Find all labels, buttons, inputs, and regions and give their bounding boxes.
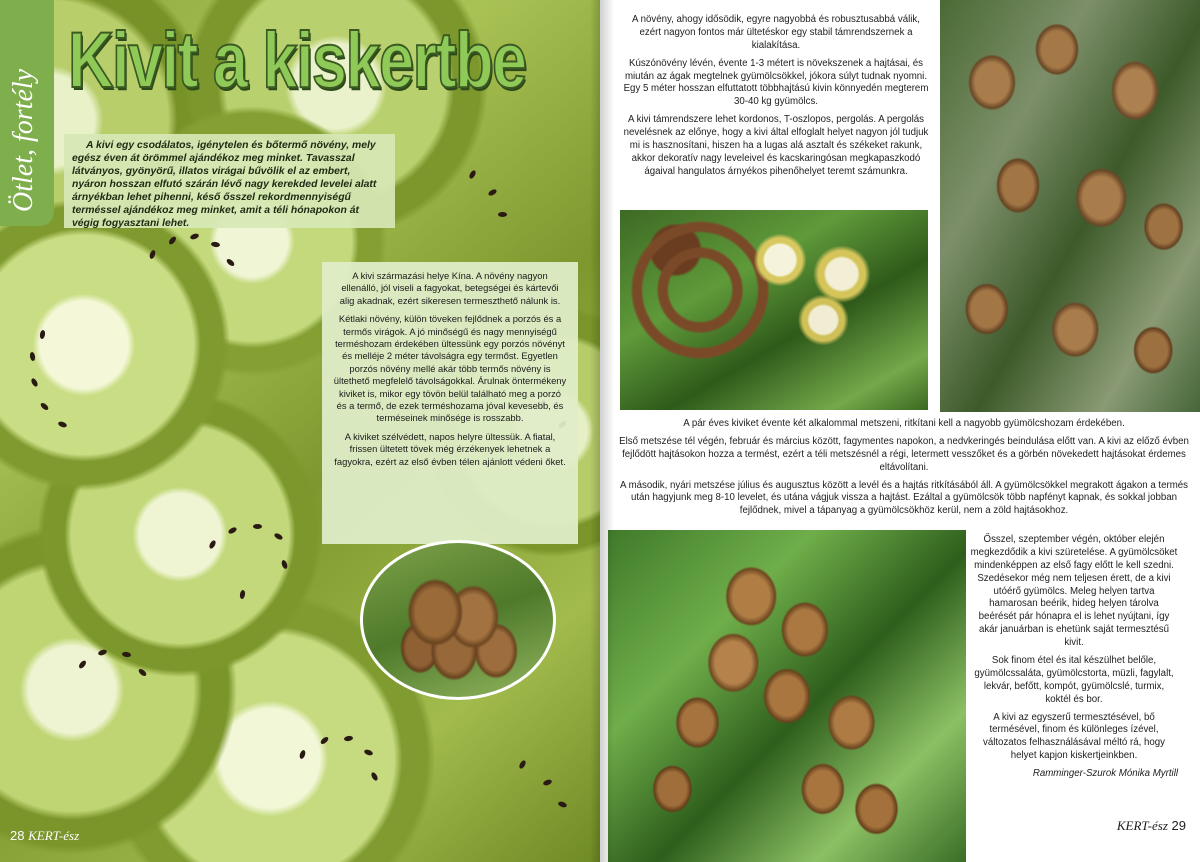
paragraph-uses: Sok finom étel és ital készülhet belőle, gyümölcssaláta, gyümölcstorta, müzli, fagylalt, lekvár, befőtt, kompót, gyümölcslé, turmix, koktél és bor.	[974, 655, 1174, 705]
text-column-bottom	[970, 534, 1178, 786]
kiwi-cluster-photo	[608, 530, 966, 862]
kiwi-vine-photo	[940, 0, 1200, 412]
page-number: 29	[1171, 818, 1186, 833]
paragraph-support: A növény, ahogy idősödik, egyre nagyobbá és robusztusabbá válik, ezért nagyon fontos már ültetéskor egy stabil támrendszernek a kialakítása.	[632, 14, 920, 51]
paragraph-summer-pruning: A második, nyári metszése július és augusztus között a levél és a hajtás ritkításából áll. A gyümölcsökkel megrakott ágakon a termés után hagyjunk meg 8-10 levelet, és utána vágjuk vissza a hajtást. Ezáltal a gyümölcsök több napfényt kapnak, és sokkal jobban fejlődnek, mivel a tápanyag a gyümölcsökhöz kerül, nem a zöld hajtásokhoz.	[619, 479, 1189, 517]
right-page	[600, 0, 1200, 862]
article-title: Kivit a kiskertbe	[68, 15, 526, 104]
paragraph-dioecious: Kétlaki növény, külön töveken fejlődnek a porzós és a termős virágok. A jó minőségű és nagy mennyiségű terméshozam érdekében ültessünk egy porzós növényt és melléje 2 méter távolságra egy termőst. Egyetlen porzós növény mellé akár több termős növény is ültethető megfelelő távolságokkal. Árulnak öntermékeny kiviket is, mikor egy tövön belül található meg a porzó és a termő, de ezek terméshozama jóval kevesebb, és terméseinek minősége is rosszabb.	[333, 313, 567, 424]
kiwi-flowers-photo	[620, 210, 928, 410]
text-column-top	[620, 14, 932, 184]
page-number: 28	[10, 828, 25, 843]
section-tab-label: Ötlet, fortély	[8, 68, 39, 212]
magazine-brand: KERT-ész	[1116, 818, 1168, 833]
paragraph-pruning: A pár éves kiviket évente két alkalommal metszeni, ritkítani kell a nagyobb gyümölcshozam érdekében.	[683, 418, 1125, 429]
paragraph-pergola: A kivi támrendszere lehet kordonos, T-oszlopos, pergolás. A pergolás nevelésnek az előnye, hogy a kivi által elfoglalt helyet nagyon jól tudjuk mi is hasznosítani, hiszen ha a lugas alá asztalt és székeket rakunk, akkor dekoratív nagy leveleivel és kacskaringósan megkapaszkodó ágaival hangulatos árnyékos pihenőhelyet teremt számunkra.	[623, 114, 929, 177]
page-folio-right	[1117, 818, 1186, 834]
paragraph-harvest: Ősszel, szeptember végén, október elején megkezdődik a kivi szüretelése. A gyümölcsöket mindenképpen az első fagy előtt le kell szedni. Szedésekor még nem teljesen érett, de a kivi utóérő gyümölcs. Meleg helyen tartva hamarosan beérik, hideg helyen tárolva beérését pár hónapra el is lehet nyújtani, így akár januárban is ehetünk saját termesztésű kivit.	[970, 534, 1178, 649]
intro-lead: A kivi egy csodálatos, igénytelen és bőtermő növény, mely egész éven át örömmel ajándékoz meg minket. Tavasszal látványos, gyönyörű, illatos virágai bűvölik el az embert, nyáron hosszan elfutó szárán lévő nagy kerekded levelei alatt árnyékban lehet pihenni, késő ősszel rekordmennyiségű terméssel ajándékoz meg minket, amit a téli hónapokon át végig fogyasztani lehet.	[64, 134, 395, 228]
author-signature: Ramminger-Szurok Mónika Myrtill	[1032, 768, 1178, 780]
left-text-box	[322, 262, 578, 544]
paragraph-origin: A kivi származási helye Kína. A növény nagyon ellenálló, jól viseli a fagyokat, betegségei és kártevői alig akadnak, ezért sikeresen termeszthető nálunk is.	[339, 270, 561, 306]
kiwi-fruit-circle-photo	[360, 540, 556, 700]
paragraph-planting: A kiviket szélvédett, napos helyre ültessük. A fiatal, frissen ültetett tövek még érzékenyek lehetnek a fagyokra, ezért az első évben télen ajánlott védeni őket.	[334, 430, 566, 467]
magazine-brand: KERT-ész	[28, 828, 80, 843]
paragraph-winter-pruning: Első metszése tél végén, február és március között, fagymentes napokon, a nedvkeringés beindulása előtt van. A kivi az előző évben fejlődött hajtásokon hozza a termést, ezért a téli metszésnél a régi, letermett vesszőket és a görbén növekedett hajtásokat érdemes eltávolítani.	[619, 435, 1189, 473]
text-column-middle	[618, 418, 1190, 523]
page-folio-left	[10, 828, 79, 844]
spine-shadow	[590, 0, 614, 862]
paragraph-conclusion: A kivi az egyszerű termesztésével, bő termésével, finom és különleges ízével, változatos felhasználásával méltó rá, hogy helyet kapjon kiskertjeinkben.	[982, 711, 1165, 762]
section-tab	[0, 0, 54, 226]
paragraph-growth: Kúszónövény lévén, évente 1-3 métert is növekszenek a hajtásai, és miután az ágak megtelnek gyümölcsökkel, jókora súlyt tudnak nyomni. Egy 5 méter hosszan elfuttatott többhajtású kivin könnyedén megterem 30-40 kg gyümölcs.	[623, 57, 929, 108]
